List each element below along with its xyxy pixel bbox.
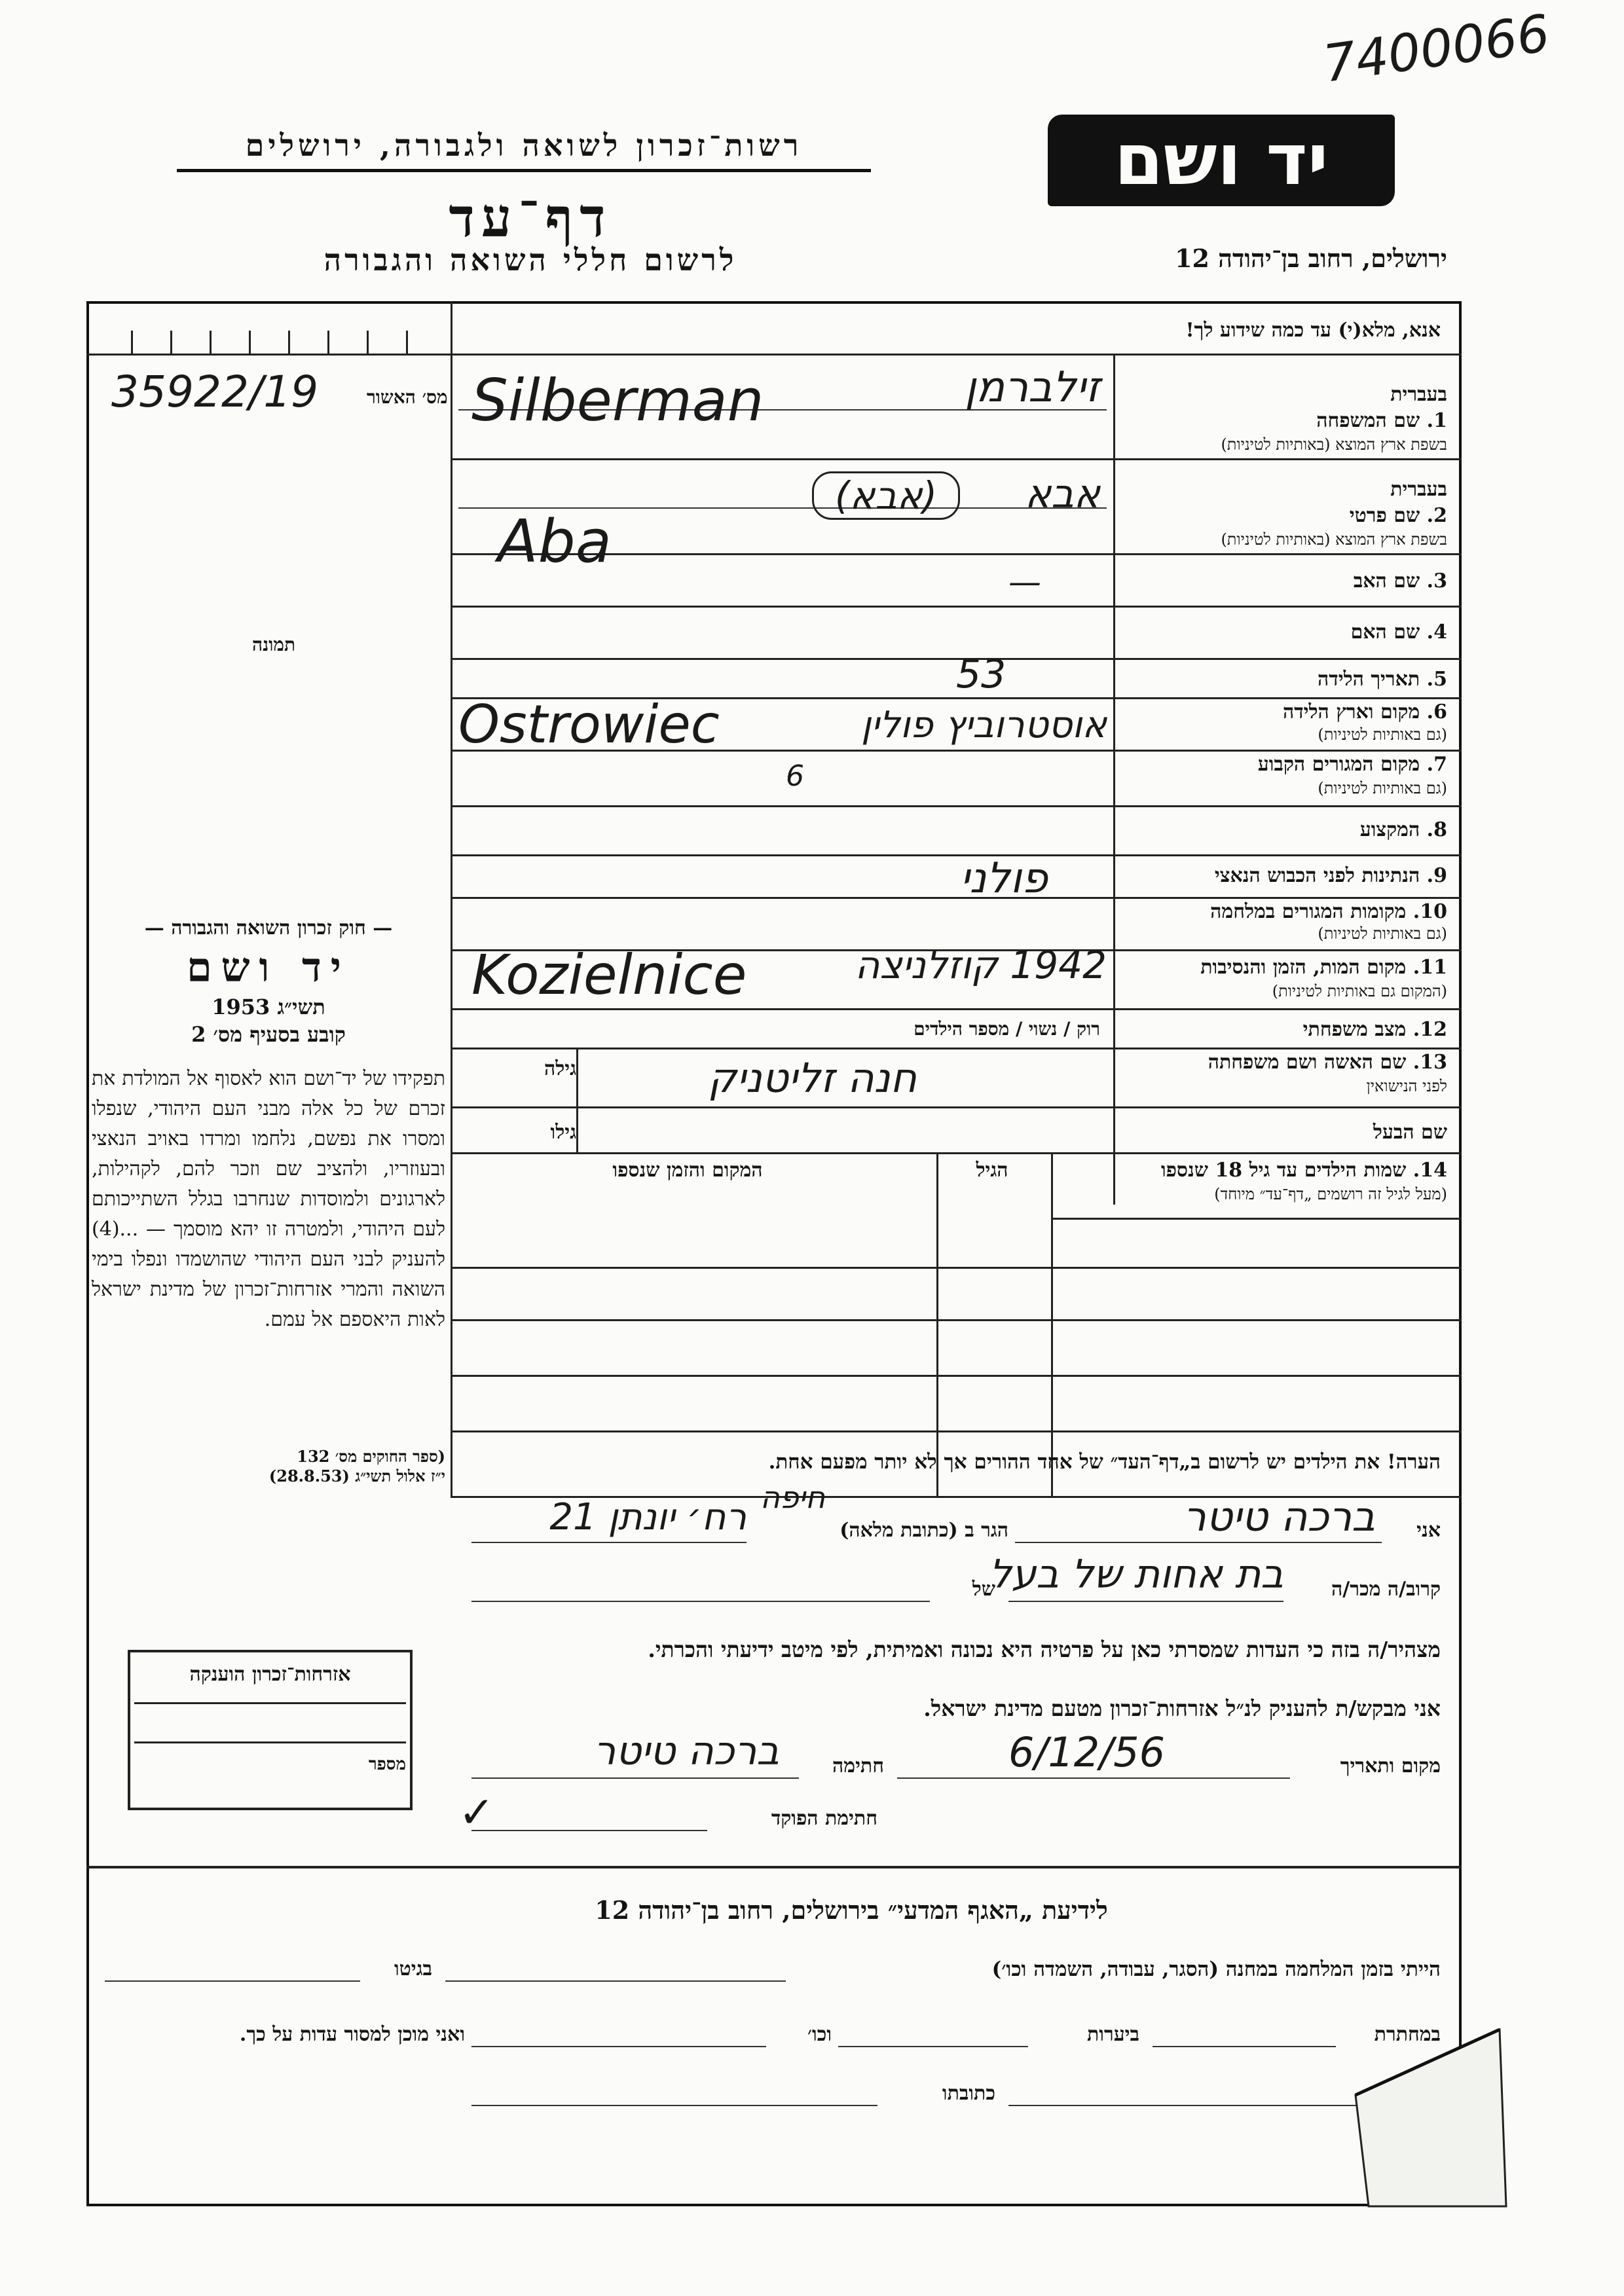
resides-label: הגר ב (כתובת מלאה) <box>840 1519 1008 1542</box>
law-section: קובע בסעיף מס׳ 2 <box>191 1022 346 1047</box>
father-name: — <box>1008 563 1041 601</box>
intel-underground-label: במחתרת <box>1374 2023 1441 2046</box>
certificate-number: 35922/19 <box>111 367 319 417</box>
field-14-sub: (מעל לגיל זה רושמים „דף־עד״ מיוחד) <box>1214 1185 1447 1203</box>
surname-hebrew: זילברמן <box>965 363 1100 412</box>
given-name-hebrew: אבא <box>1025 471 1100 517</box>
stamp-line <box>134 1702 406 1704</box>
notice-text: אנא, מלא(י) עד כמה שידוע לך! <box>1185 319 1441 342</box>
field-8-label: 8. המקצוע <box>1359 818 1447 841</box>
row-line <box>451 1106 1462 1108</box>
field-11-sub: (המקום גם באותיות לטיניות) <box>1272 982 1447 1000</box>
tick <box>367 331 369 354</box>
death-place-hebrew: 1942 קוזלניצה <box>855 943 1107 987</box>
law-reference <box>92 1447 445 1486</box>
official-signature-line <box>471 1830 707 1831</box>
given-name-hebrew-bracket: (אבא) <box>812 471 960 520</box>
children-age-column: הגיל <box>976 1159 1008 1182</box>
birth-place-hebrew: אוסטרוביץ פולין <box>861 704 1107 746</box>
field-12-options: רוק / נשוי / מספר הילדים <box>913 1018 1100 1040</box>
intel-address-line <box>471 2105 877 2106</box>
relative-label: קרוב/ה מכר/ה <box>1331 1578 1441 1601</box>
children-row-line <box>451 1267 1462 1269</box>
note-text: הערה! את הילדים יש לרשום ב„דף־העד״ של אחד ההורים אך לא יותר מפעם אחת. <box>768 1450 1441 1474</box>
age-divider <box>576 1048 578 1152</box>
declarant-name: ברכה טיטר <box>1183 1493 1375 1540</box>
children-divider <box>936 1152 938 1496</box>
intel-forest-label: ביערות <box>1086 2023 1139 2046</box>
field-12-label: 12. מצב משפחתי <box>1302 1018 1447 1041</box>
form-subtitle: לרשום חללי השואה והגבורה <box>323 242 737 278</box>
label-column-divider <box>1113 354 1115 1205</box>
field-13-label: 13. שם האשה ושם משפחתה <box>1208 1051 1447 1074</box>
law-text: תפקידו של יד־ושם הוא לאסוף אל המולדת את זכרם של כל אלה מבני העם היהודי, שנפלו ומסרו את נפשם, נלחמו ומרדו באויב הנאצי ובעוזריו, ולהציב שם וזכר להם, לקהילות, לארגונים ולמוסדות שנחרבו בגלל השתייכותם לעם היהודי, ולמטרה זו יהא מוסמך — ...(4) להעניק לבני העם היהודי שהושמדו ונפלו בימי השואה והמרי אזרחות־זכרון של מדינת ישראל לאות היאספם אל עמם. <box>92 1067 445 1331</box>
wife-name: חנה זליטניק <box>708 1054 917 1102</box>
field-1-sub: בשפת ארץ המוצא (באותיות לטיניות) <box>1221 435 1447 454</box>
ani-label: אני <box>1416 1519 1441 1542</box>
children-row-line <box>451 1319 1462 1321</box>
field-7-label: 7. מקום המגורים הקבוע <box>1257 753 1447 776</box>
tick <box>210 331 212 354</box>
photo-label: תמונה <box>252 634 296 655</box>
field-3-label: 3. שם האב <box>1353 570 1447 592</box>
field-9-label: 9. הנתינות לפני הכבוש הנאצי <box>1214 864 1447 887</box>
field-4-label: 4. שם האם <box>1350 621 1447 644</box>
field-6-sub: (גם באותיות לטיניות) <box>1318 725 1447 744</box>
intel-ghetto-label: בגיטו <box>394 1958 432 1980</box>
field-13-sub: לפני הנישואין <box>1366 1077 1447 1095</box>
field-14-label: 14. שמות הילדים עד גיל 18 שנספו <box>1160 1159 1447 1182</box>
folded-corner <box>1342 2016 1513 2213</box>
nationality: פולני <box>960 854 1048 903</box>
tick <box>249 331 251 354</box>
birth-place-latin: Ostrowiec <box>458 694 720 755</box>
field-2-label: 2. שם פרטי <box>1349 504 1447 527</box>
declarant-address: רח׳ יונתן 21 <box>549 1496 747 1539</box>
intel-forest-line <box>838 2046 1028 2047</box>
field-11-label: 11. מקום המות, הזמן והנסיבות <box>1200 956 1447 979</box>
notice-row-line <box>451 354 1462 355</box>
field-2-hebrew-tag: בעברית <box>1390 478 1447 501</box>
field-5-label: 5. תאריך הלידה <box>1318 668 1447 691</box>
row-line <box>451 1152 1462 1154</box>
intel-address-label: כתובתו <box>942 2082 995 2105</box>
field-10-label: 10. מקומות המגורים במלחמה <box>1210 900 1447 923</box>
intel-witness-line <box>1008 2105 1362 2106</box>
intel-ready-label: ואני מוכן למסור עדות על כך. <box>239 2023 465 2046</box>
archive-number: 7400066 <box>1320 4 1553 94</box>
field-10-sub: (גם באותיות לטיניות) <box>1318 924 1447 943</box>
tick <box>131 331 133 354</box>
row-line <box>451 805 1462 807</box>
declarant-city: חיפה <box>760 1480 825 1515</box>
name-line <box>1015 1542 1382 1543</box>
field-1-label: 1. שם המשפחה <box>1316 409 1447 432</box>
wife-age-label: גילה <box>544 1057 576 1080</box>
signature-line <box>471 1777 799 1779</box>
residence: 6 <box>786 759 804 793</box>
field-1-hebrew-tag: בעברית <box>1390 383 1447 406</box>
birth-date: 53 <box>956 651 1006 697</box>
children-header-line <box>1051 1218 1462 1220</box>
tick <box>327 331 329 354</box>
place-date-line <box>897 1777 1290 1779</box>
intel-camp-label: הייתי בזמן המלחמה במחנה (הסגר, עבודה, השמדה וכו׳) <box>991 1958 1441 1981</box>
citizenship-stamp-title: אזרחות־זכרון הוענקה <box>189 1663 351 1686</box>
law-logo: יד ושם <box>186 943 351 991</box>
law-year: תשי״ג 1953 <box>212 994 325 1019</box>
field-6-label: 6. מקום וארץ הלידה <box>1282 701 1447 723</box>
official-signature-label: חתימת הפוקד <box>771 1807 877 1830</box>
address-line <box>471 1542 747 1543</box>
yad-vashem-logo: יד ושם <box>1048 115 1395 206</box>
stamp-line <box>134 1741 406 1743</box>
intel-title: לידיעת „האגף המדעי״ בירושלים, רחוב בן־יהודה 12 <box>595 1895 1108 1925</box>
tick <box>288 331 290 354</box>
of-label: של <box>972 1578 995 1601</box>
signature: ברכה טיטר <box>593 1728 779 1774</box>
death-place-latin: Kozielnice <box>471 943 747 1007</box>
tick-row-line <box>86 354 451 355</box>
husband-age-label: גילו <box>550 1121 576 1144</box>
law-reference-2: י״ז אלול תשי״ג (28.8.53) <box>268 1467 445 1485</box>
date: 6/12/56 <box>1008 1728 1166 1776</box>
law-reference-1: (ספר החוקים מס׳ 132 <box>297 1447 445 1466</box>
row-line <box>451 458 1462 460</box>
intel-etc-label: וכו׳ <box>807 2023 832 2046</box>
row-line <box>451 1048 1462 1049</box>
children-row-line <box>451 1375 1462 1377</box>
relation-line <box>1008 1601 1283 1602</box>
request-text: אני מבקש/ת להעניק לנ״ל אזרחות־זכרון מטעם מדינת ישראל. <box>923 1696 1441 1721</box>
children-divider <box>1051 1152 1053 1496</box>
intel-underground-line <box>1153 2046 1336 2047</box>
authority-underline <box>177 169 871 172</box>
address: ירושלים, רחוב בן־יהודה 12 <box>1175 244 1447 273</box>
law-block <box>92 917 445 1047</box>
given-name-latin: Aba <box>498 507 612 576</box>
children-row-line <box>451 1430 1462 1432</box>
children-place-column: המקום והזמן שנספו <box>612 1159 763 1182</box>
place-date-label: מקום ותאריך <box>1340 1755 1441 1777</box>
declaration-text: מצהיר/ה בזה כי העדות שמסרתי כאן על פרטיה היא נכונה ואמיתית, לפי מיטב ידיעתי והכרתי. <box>648 1637 1441 1662</box>
row-line <box>451 606 1462 608</box>
official-signature-mark: ✓ <box>458 1787 495 1838</box>
intel-etc-line <box>471 2046 766 2047</box>
intel-ghetto-line <box>105 1980 360 1982</box>
field-2-sub: בשפת ארץ המוצא (באותיות לטיניות) <box>1221 530 1447 549</box>
tick <box>406 331 408 354</box>
of-line <box>471 1601 930 1602</box>
surname-latin: Silberman <box>471 367 764 434</box>
certificate-label: מס׳ האשור <box>367 386 448 408</box>
signature-label: חתימה <box>832 1755 884 1777</box>
citizenship-stamp-number: מספר <box>368 1755 406 1774</box>
form-title: דף־עד <box>449 187 612 249</box>
footer-divider <box>86 1866 1462 1868</box>
relation: בת אחות של בעל <box>989 1552 1283 1597</box>
row-line <box>451 1008 1462 1010</box>
husband-label: שם הבעל <box>1373 1121 1447 1144</box>
intel-camp-line <box>445 1980 786 1982</box>
law-title: — חוק זכרון השואה והגבורה — <box>144 917 393 939</box>
tick <box>170 331 172 354</box>
authority-title: רשות־זכרון לשואה ולגבורה, ירושלים <box>245 128 803 163</box>
field-7-sub: (גם באותיות לטיניות) <box>1318 779 1447 797</box>
